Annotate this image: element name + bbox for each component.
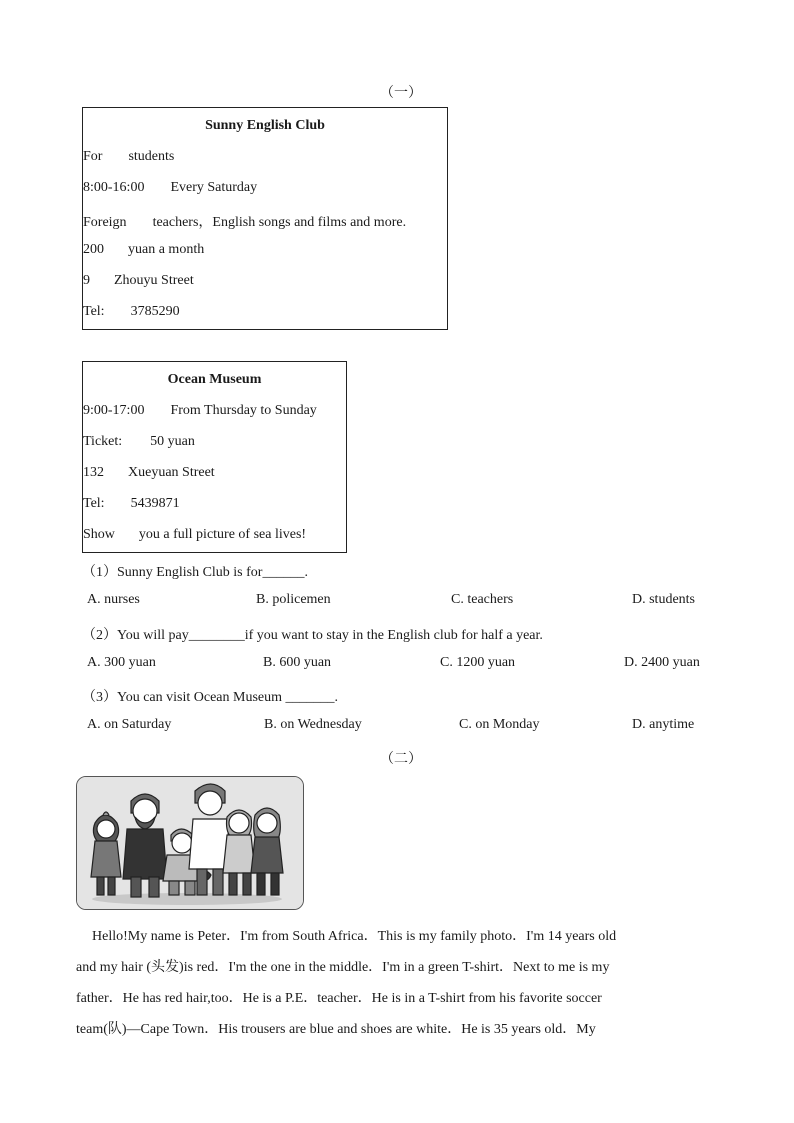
question-2-option-a[interactable]: A. 300 yuan xyxy=(87,655,156,670)
question-1-option-c[interactable]: C. teachers xyxy=(451,592,514,607)
question-2-option-c[interactable]: C. 1200 yuan xyxy=(440,655,516,670)
museum-ad-line-ticket: Ticket: 50 yuan xyxy=(83,434,195,449)
question-2-stem: （2）You will pay________if you want to stay in the English club for half a year. xyxy=(82,628,543,643)
section-2-heading: （二） xyxy=(380,752,422,767)
museum-ad-line-address: 132 Xueyuan Street xyxy=(83,465,215,480)
question-3-option-c[interactable]: C. on Monday xyxy=(459,717,540,732)
museum-ad-line-slogan: Show you a full picture of sea lives! xyxy=(83,527,307,542)
question-3-stem: （3）You can visit Ocean Museum _______. xyxy=(82,690,339,705)
museum-ad-box xyxy=(82,361,347,553)
passage-line-3: father．He has red hair,too．He is a P.E．teacher．He is in a T-shirt from his favorite soccer xyxy=(76,991,602,1006)
question-2-option-d[interactable]: D. 2400 yuan xyxy=(624,655,700,670)
museum-ad-line-tel: Tel: 5439871 xyxy=(83,496,180,511)
question-1-option-b[interactable]: B. policemen xyxy=(256,592,331,607)
family-photo xyxy=(76,776,304,910)
question-3-option-d[interactable]: D. anytime xyxy=(632,717,695,732)
club-ad-line-time: 8:00-16:00 Every Saturday xyxy=(83,180,258,195)
club-ad-line-for: For students xyxy=(83,149,175,164)
club-ad-line-activities: Foreign teachers，English songs and films and more. xyxy=(83,215,407,230)
club-ad-line-tel: Tel: 3785290 xyxy=(83,304,180,319)
club-ad-title: Sunny English Club xyxy=(205,118,325,133)
question-3-option-a[interactable]: A. on Saturday xyxy=(87,717,172,732)
section-1-heading: （一） xyxy=(380,86,422,101)
passage-line-4: team(队)—Cape Town．His trousers are blue and shoes are white．He is 35 years old．My xyxy=(76,1022,596,1037)
question-3-option-b[interactable]: B. on Wednesday xyxy=(264,717,362,732)
museum-ad-line-time: 9:00-17:00 From Thursday to Sunday xyxy=(83,403,317,418)
question-1-stem: （1）Sunny English Club is for______. xyxy=(82,565,308,580)
club-ad-box xyxy=(82,107,448,330)
question-1-option-d[interactable]: D. students xyxy=(632,592,695,607)
club-ad-line-address: 9 Zhouyu Street xyxy=(83,273,194,288)
passage-line-1: Hello!My name is Peter．I'm from South Africa．This is my family photo．I'm 14 years old xyxy=(92,929,617,944)
question-1-option-a[interactable]: A. nurses xyxy=(87,592,140,607)
passage-line-2: and my hair (头发)is red．I'm the one in the middle．I'm in a green T-shirt．Next to me is my xyxy=(76,960,610,975)
question-2-option-b[interactable]: B. 600 yuan xyxy=(263,655,332,670)
museum-ad-title: Ocean Museum xyxy=(167,372,262,387)
club-ad-line-price: 200 yuan a month xyxy=(83,242,205,257)
